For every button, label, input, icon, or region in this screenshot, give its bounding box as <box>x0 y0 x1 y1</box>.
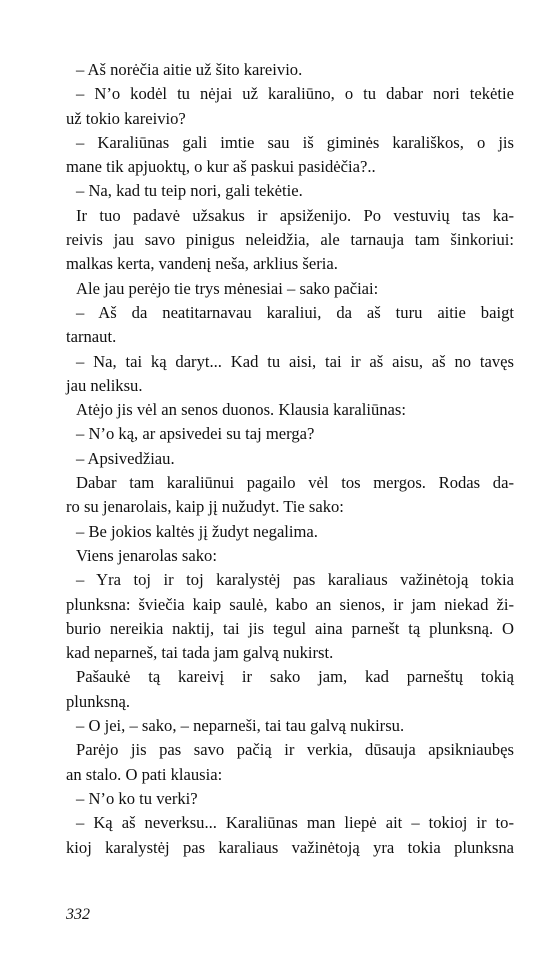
text-line: burio nereikia naktij, tai jis tegul aina parnešt tą plunksną. O <box>66 618 514 638</box>
text-line: kioj karalystėj pas karaliaus važinėtoją yra tokia plunksna <box>66 837 514 857</box>
text-line: Parėjo jis pas savo pačią ir verkia, dūsauja apsikniaubęs <box>76 740 514 760</box>
text-line: an stalo. O pati klausia: <box>66 764 223 784</box>
text-line: – N’o kodėl tu nėjai už karaliūno, o tu dabar nori tekėtie <box>76 84 514 104</box>
page-number: 332 <box>66 906 90 923</box>
text-line: reivis jau savo pinigus neleidžia, ale tarnauja tam šinkoriui: <box>66 230 514 250</box>
text-line: Viens jenarolas sako: <box>76 545 217 565</box>
text-line: – Aš da neatitarnavau karaliui, da aš turu aitie baigt <box>76 302 514 322</box>
text-line: – Be jokios kaltės jį žudyt negalima. <box>76 521 318 541</box>
text-line: – O jei, – sako, – neparneši, tai tau galvą nukirsu. <box>76 716 405 736</box>
text-line: plunksną. <box>66 691 131 711</box>
text-line: – N’o ką, ar apsivedei su taj merga? <box>76 424 315 444</box>
text-line: – Apsivedžiau. <box>76 448 175 468</box>
text-line: už tokio kareivio? <box>66 108 186 128</box>
text-line: tarnaut. <box>66 327 117 347</box>
text-line: – Na, tai ką daryt... Kad tu aisi, tai ir aš aisu, aš no tavęs <box>76 351 514 371</box>
text-line: Atėjo jis vėl an senos duonos. Klausia karaliūnas: <box>76 400 406 420</box>
text-line: ro su jenarolais, kaip jį nužudyt. Tie sako: <box>66 497 344 517</box>
text-line: kad neparneš, tai tada jam galvą nukirst. <box>66 643 334 663</box>
text-line: Pašaukė tą kareivį ir sako jam, kad parneštų tokią <box>76 667 514 687</box>
text-line: jau neliksu. <box>66 375 143 395</box>
text-line: – Yra toj ir toj karalystėj pas karaliaus važinėtoją tokia <box>76 570 514 590</box>
text-line: – N’o ko tu verki? <box>76 788 198 808</box>
text-line: Ir tuo padavė užsakus ir apsiženijo. Po vestuvių tas ka- <box>76 205 514 225</box>
text-line: – Na, kad tu teip nori, gali tekėtie. <box>76 181 303 201</box>
text-line: Dabar tam karaliūnui pagailo vėl tos mergos. Rodas da- <box>76 473 514 493</box>
text-line: – Aš norėčia aitie už šito kareivio. <box>76 60 303 79</box>
text-line: Ale jau perėjo tie trys mėnesiai – sako pačiai: <box>76 278 379 298</box>
text-line: – Ką aš neverksu... Karaliūnas man liepė ait – tokioj ir to- <box>76 813 514 833</box>
text-line: – Karaliūnas gali imtie sau iš giminės karališkos, o jis <box>76 132 514 152</box>
text-line: mane tik apjuoktų, o kur aš paskui pasidėčia?.. <box>66 157 376 177</box>
text-line: plunksna: šviečia kaip saulė, kabo an sienos, ir jam niekad ži- <box>66 594 514 614</box>
text-line: malkas kerta, vandenį neša, arklius šeria. <box>66 254 338 274</box>
body-text <box>66 58 514 860</box>
